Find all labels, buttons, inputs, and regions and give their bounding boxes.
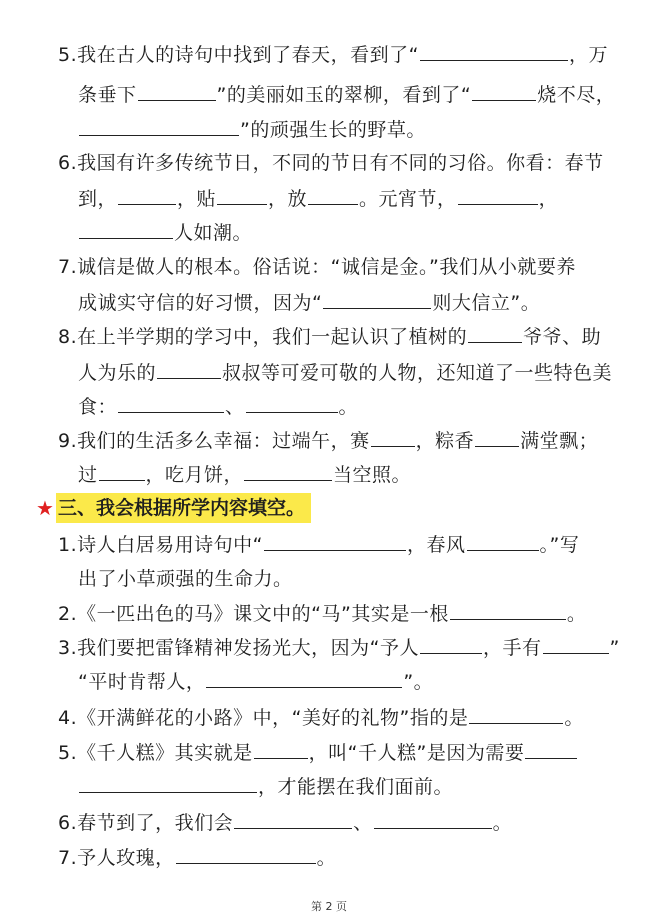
s2-q6-line1 [58, 150, 604, 176]
s2-q8-line2 [78, 360, 612, 386]
s3-q1-line1 [58, 532, 579, 558]
s2-q6-text: ， [538, 188, 559, 210]
answer-blank[interactable] [458, 186, 538, 205]
s3-q3-text: ，手有 [482, 637, 542, 659]
s2-q5-text: ，万 [568, 44, 608, 66]
s3-q3-text: ” [609, 637, 620, 659]
page-number: 第 2 页 [311, 900, 347, 913]
s3-q5-text: 5.《千人糕》其实就是 [58, 742, 253, 764]
s2-q6-text: ，放 [268, 188, 308, 210]
s2-q9-line1 [58, 428, 598, 454]
s3-q6-line1 [58, 810, 512, 836]
s2-q8-line1 [58, 324, 601, 350]
s3-q5-text: ，叫“千人糕”是因为需要 [308, 742, 525, 764]
s3-q2-text: 。 [566, 603, 587, 625]
star-icon: ★ [36, 496, 54, 520]
s2-q7-line1 [58, 254, 576, 280]
s2-q8-text: 8.在上半学期的学习中，我们一起认识了植树的 [58, 326, 468, 348]
answer-blank[interactable] [176, 845, 316, 864]
s3-q5-line1 [58, 740, 578, 766]
answer-blank[interactable] [244, 462, 332, 481]
s2-q7-text: 则大信立”。 [432, 292, 541, 314]
answer-blank[interactable] [323, 290, 431, 309]
answer-blank[interactable] [420, 635, 482, 654]
s2-q8-text: 、 [225, 396, 245, 418]
s2-q5-text: 条垂下 [78, 84, 137, 106]
s2-q6-text: 人如潮。 [174, 222, 253, 244]
s2-q9-text: 9.我们的生活多么幸福：过端午，赛 [58, 430, 370, 452]
s2-q6-text: 6.我国有许多传统节日，不同的节日有不同的习俗。你看：春节 [58, 152, 604, 174]
answer-blank[interactable] [525, 740, 577, 759]
s3-q1-line2 [78, 566, 293, 592]
answer-blank[interactable] [234, 810, 352, 829]
s3-q1-text: 。”写 [539, 534, 580, 556]
s2-q7-text: 成诚实守信的好习惯，因为“ [78, 292, 323, 314]
s2-q7-line2 [78, 290, 540, 316]
s2-q6-line2 [78, 186, 558, 212]
s2-q5-line3 [78, 117, 426, 143]
s2-q5-text: 烧不尽， [537, 84, 616, 106]
s2-q8-line3 [78, 394, 358, 420]
s2-q9-line2 [78, 462, 411, 488]
answer-blank[interactable] [118, 186, 176, 205]
answer-blank[interactable] [543, 635, 609, 654]
s3-q6-text: 。 [492, 812, 513, 834]
answer-blank[interactable] [371, 428, 415, 447]
answer-blank[interactable] [79, 220, 173, 239]
answer-blank[interactable] [246, 394, 338, 413]
answer-blank[interactable] [450, 601, 566, 620]
s2-q9-text: 当空照。 [333, 464, 412, 486]
s3-q3-text: “平时肯帮人， [78, 671, 206, 693]
s3-q3-line2 [78, 669, 433, 695]
answer-blank[interactable] [468, 324, 522, 343]
s2-q8-text: 爷爷、助 [523, 326, 602, 348]
s2-q5-line1 [58, 42, 608, 68]
answer-blank[interactable] [374, 810, 492, 829]
s3-q7-text: 。 [316, 847, 337, 869]
s2-q6-text: ，贴 [177, 188, 217, 210]
s3-q4-text: 4.《开满鲜花的小路》中，“美好的礼物”指的是 [58, 707, 469, 729]
answer-blank[interactable] [308, 186, 358, 205]
answer-blank[interactable] [217, 186, 267, 205]
s2-q5-line2 [78, 82, 615, 108]
s2-q5-text: ”的顽强生长的野草。 [240, 119, 426, 141]
s2-q6-text: 。元宵节， [359, 188, 457, 210]
answer-blank[interactable] [472, 82, 536, 101]
answer-blank[interactable] [264, 532, 406, 551]
section-3-title: 三、我会根据所学内容填空。 [56, 493, 311, 523]
answer-blank[interactable] [157, 360, 221, 379]
s3-q3-text: 3.我们要把雷锋精神发扬光大，因为“予人 [58, 637, 419, 659]
s2-q8-text: 叔叔等可爱可敬的人物，还知道了一些特色美 [222, 362, 613, 384]
s2-q8-text: 。 [338, 396, 359, 418]
s2-q6-line3 [78, 220, 252, 246]
s2-q9-text: 过 [78, 464, 98, 486]
answer-blank[interactable] [254, 740, 308, 759]
s3-q7-text: 7.予人玫瑰， [58, 847, 175, 869]
s3-q2-text: 2.《一匹出色的马》课文中的“马”其实是一根 [58, 603, 449, 625]
s3-q1-text: 1.诗人白居易用诗句中“ [58, 534, 263, 556]
s3-q3-line1 [58, 635, 620, 661]
s2-q5-text: 5.我在古人的诗句中找到了春天，看到了“ [58, 44, 419, 66]
s3-q6-text: 、 [353, 812, 373, 834]
s3-q2-line1 [58, 601, 586, 627]
s3-q4-line1 [58, 705, 584, 731]
answer-blank[interactable] [467, 532, 539, 551]
s3-q7-line1 [58, 845, 336, 871]
s2-q6-text: 到， [78, 188, 118, 210]
s2-q8-text: 食： [78, 396, 118, 418]
answer-blank[interactable] [206, 669, 402, 688]
answer-blank[interactable] [99, 462, 145, 481]
s3-q5-line2 [78, 774, 453, 800]
answer-blank[interactable] [475, 428, 519, 447]
s2-q9-text: ，粽香 [415, 430, 475, 452]
s2-q8-text: 人为乐的 [78, 362, 157, 384]
answer-blank[interactable] [79, 774, 257, 793]
answer-blank[interactable] [138, 82, 216, 101]
s3-q1-text: 出了小草顽强的生命力。 [78, 568, 293, 590]
s3-q6-text: 6.春节到了，我们会 [58, 812, 234, 834]
s3-q1-text: ，春风 [406, 534, 466, 556]
answer-blank[interactable] [79, 117, 239, 136]
s2-q5-text: ”的美丽如玉的翠柳，看到了“ [216, 84, 472, 106]
answer-blank[interactable] [420, 42, 568, 61]
s3-q4-text: 。 [564, 707, 584, 729]
s3-q5-text: ，才能摆在我们面前。 [258, 776, 454, 798]
s2-q9-text: ，吃月饼， [145, 464, 244, 486]
s2-q9-text: 满堂飘； [520, 430, 599, 452]
section-3-header [36, 492, 311, 524]
answer-blank[interactable] [469, 705, 563, 724]
s3-q3-text: ”。 [403, 671, 434, 693]
answer-blank[interactable] [118, 394, 224, 413]
s2-q7-text: 7.诚信是做人的根本。俗话说：“诚信是金。”我们从小就要养 [58, 256, 576, 278]
